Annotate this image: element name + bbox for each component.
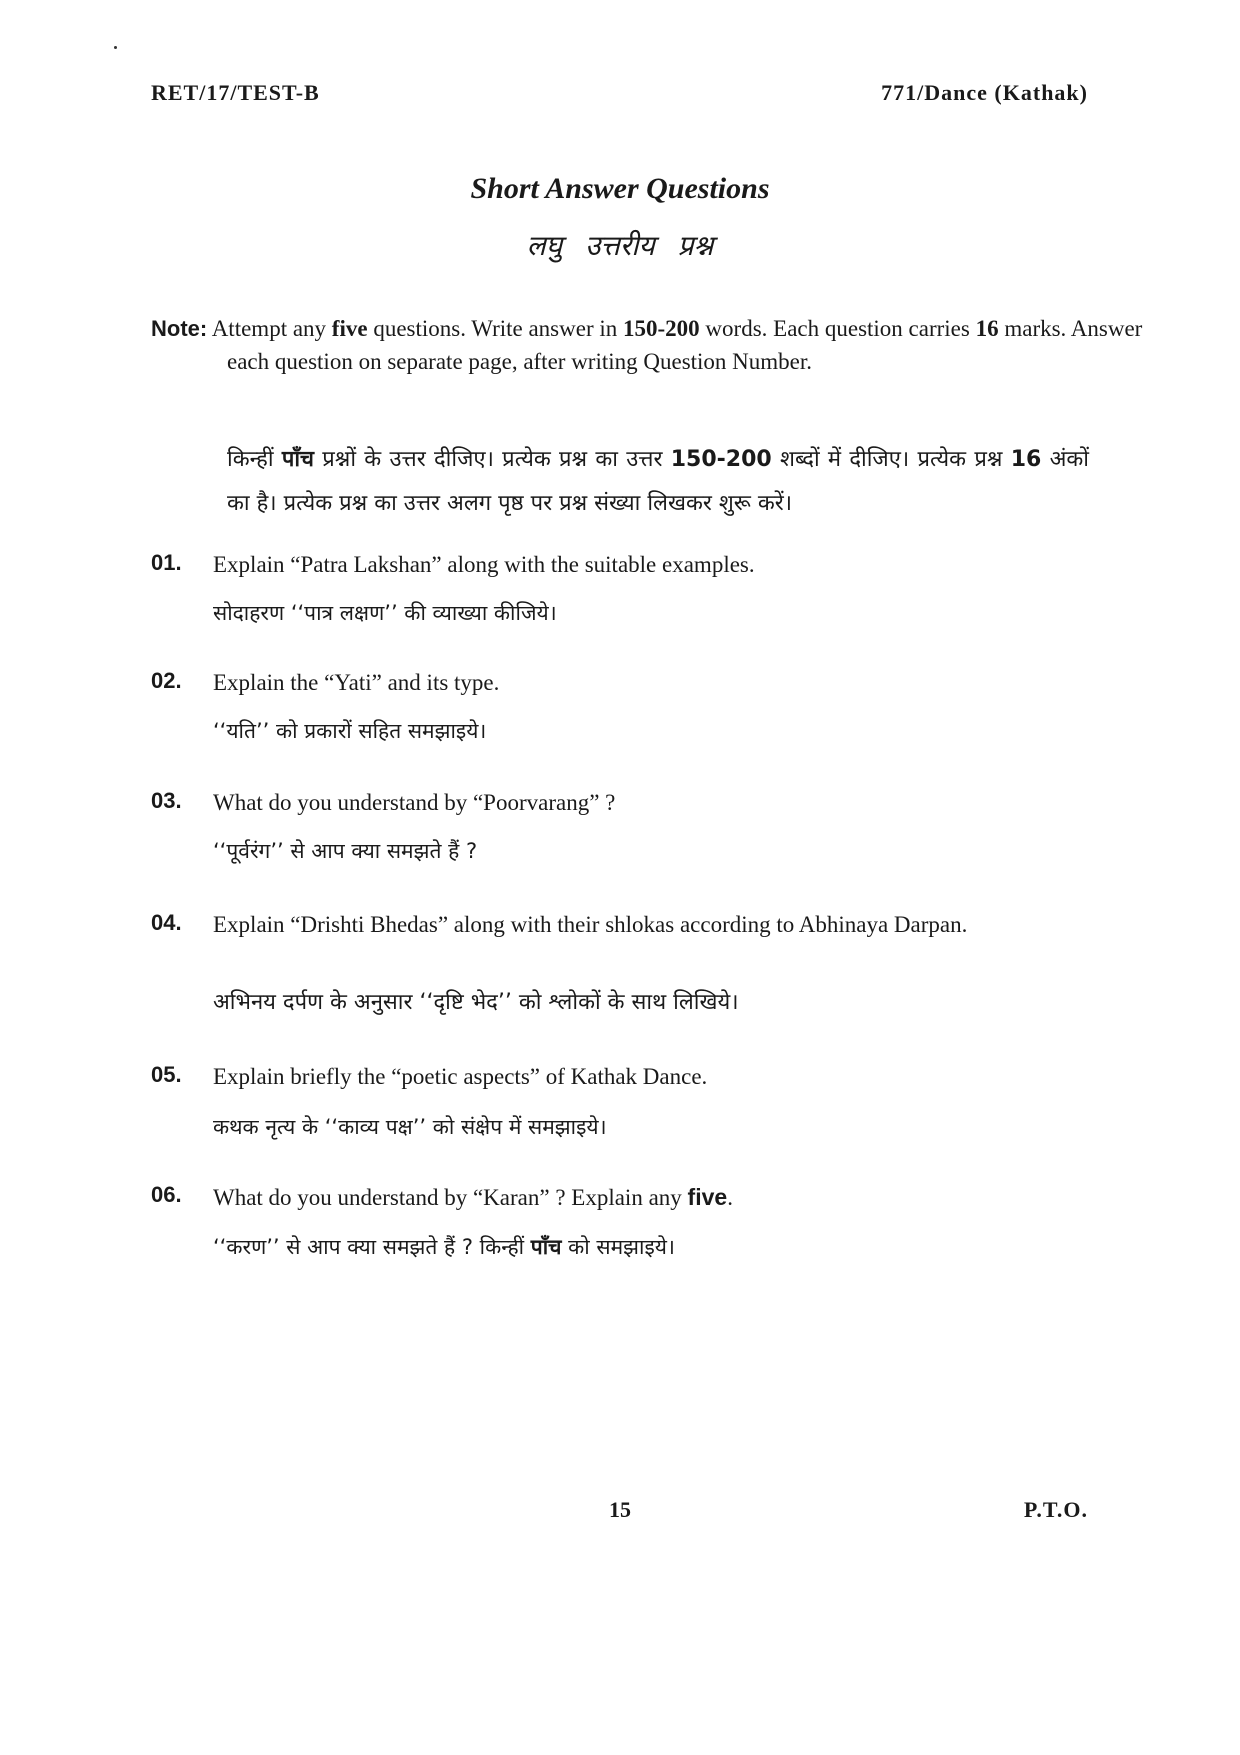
subject-code: 771/Dance (Kathak) <box>881 80 1088 105</box>
note-hindi-text: शब्दों में दीजिए। प्रत्येक प्रश्न <box>771 447 1011 472</box>
note-marks: 16 <box>975 316 999 341</box>
question-number: 04. <box>151 910 182 935</box>
note-hindi-text: प्रश्नों के उत्तर दीजिए। प्रत्येक प्रश्न का उत्तर <box>314 447 671 472</box>
question-hindi-text: को समझाइये। <box>561 1235 675 1259</box>
question-english: Explain “Drishti Bhedas” along with their shlokas according to Abhinaya Darpan. <box>213 912 968 937</box>
question-hindi: सोदाहरण ‘‘पात्र लक्षण’’ की व्याख्या कीजिये। <box>213 601 557 625</box>
question-hindi: कथक नृत्य के ‘‘काव्य पक्ष’’ को संक्षेप में समझाइये। <box>213 1115 607 1139</box>
note-word-count: 150-200 <box>623 316 700 341</box>
question-number: 03. <box>151 788 182 813</box>
question-hindi <box>213 1232 1091 1262</box>
question-hindi: अभिनय दर्पण के अनुसार ‘‘दृष्टि भेद’’ को श्लोकों के साथ लिखिये। <box>213 990 739 1015</box>
question-english: Explain the “Yati” and its type. <box>213 670 500 695</box>
question-hindi-text: ‘‘करण’’ से आप क्या समझते हैं ? किन्हीं <box>213 1235 531 1259</box>
question-english <box>213 1182 1091 1213</box>
note-hindi-marks: 16 <box>1010 447 1042 472</box>
paper-code: RET/17/TEST-B <box>151 80 320 105</box>
question-text: What do you understand by “Karan” ? Explain any <box>213 1185 688 1210</box>
note-five: five <box>331 316 368 341</box>
question-text: . <box>727 1185 733 1210</box>
note-text: questions. Write answer in <box>367 316 623 341</box>
question-english: Explain “Patra Lakshan” along with the suitable examples. <box>213 552 755 577</box>
note-hindi-text: अंकों का है। प्रत्येक प्रश्न का उत्तर अलग पृष्ठ पर प्रश्न संख्या लिखकर शुरू करें। <box>227 447 1089 516</box>
question-number: 01. <box>151 550 182 575</box>
question-english: What do you understand by “Poorvarang” ? <box>213 790 616 815</box>
note-text: words. Each question carries <box>699 316 976 341</box>
section-title-english: Short Answer Questions <box>470 172 770 205</box>
question-number: 05. <box>151 1062 182 1087</box>
question-number: 02. <box>151 668 182 693</box>
note-hindi-text: किन्हीं <box>227 447 282 472</box>
page-number: 15 <box>609 1497 631 1522</box>
instructions-hindi <box>227 438 1089 526</box>
note-text: marks. Answer each question on separate page, after writing Question Number. <box>227 316 1143 374</box>
section-title-hindi: लघु उत्तरीय प्रश्न <box>526 229 714 262</box>
question-hindi-emphasis: पाँच <box>530 1235 562 1259</box>
note-hindi-word-count: 150-200 <box>670 447 772 472</box>
question-emphasis: five <box>687 1184 728 1210</box>
question-hindi: ‘‘यति’’ को प्रकारों सहित समझाइये। <box>213 719 487 743</box>
question-hindi: ‘‘पूर्वरंग’’ से आप क्या समझते हैं ? <box>213 839 478 863</box>
note-label: Note: <box>151 316 208 341</box>
instructions-english <box>151 312 1167 378</box>
scan-speck <box>114 46 117 49</box>
question-number: 06. <box>151 1182 182 1207</box>
question-english: Explain briefly the “poetic aspects” of Kathak Dance. <box>213 1064 708 1089</box>
note-text: Attempt any <box>207 316 332 341</box>
note-hindi-five: पाँच <box>281 447 314 472</box>
please-turn-over: P.T.O. <box>1023 1497 1088 1522</box>
